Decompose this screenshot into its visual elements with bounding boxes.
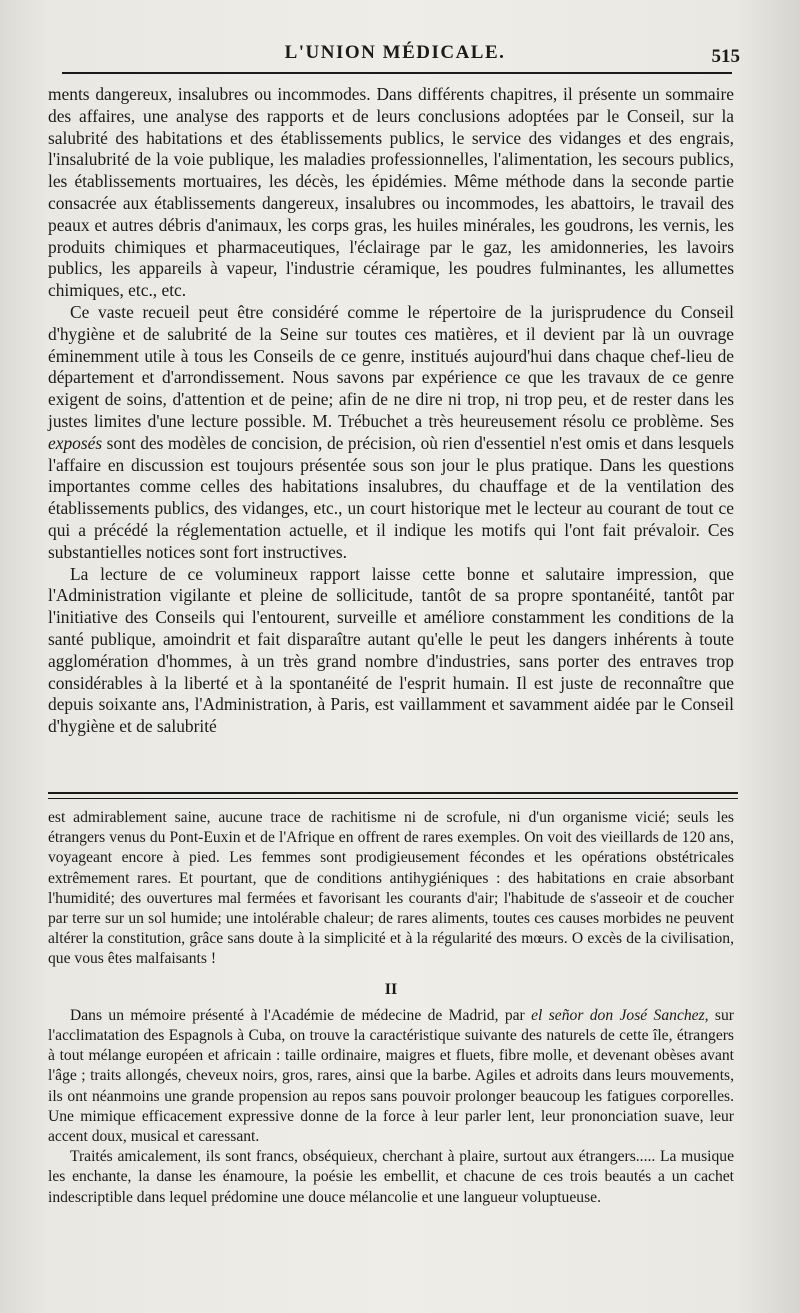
paragraph-lecture: La lecture de ce volumineux rapport laisse cette bonne et salutaire impression, que l'Administration vigilante et pleine de sollicitude, tantôt de sa propre spontanéité, tantôt par l'initiative des Conseils qui l'entourent, surveille et améliore constamment les conditions de la santé publique, amoindrit et fait disparaître autant qu'elle le peut les dangers inhérents à toute agglomération d'hommes, à un très grand nombre d'industries, sans porter des entraves trop considérables à la liberté et à la spontanéité de l'esprit humain. Il est juste de reconnaître que depuis soixante ans, l'Administration, à Paris, est vaillamment et savamment aidée par le Conseil d'hygiène et de salubrité (48, 563, 734, 737)
main-text (48, 84, 734, 738)
section-numeral: II (384, 980, 398, 998)
footnote-continuation: est admirablement saine, aucune trace de rachitisme ni de scrofule, ni d'un organisme vicié; seuls les étrangers venus du Pont-Euxin et de l'Afrique en offrent de rares exemples. On voit des vieillards de 120 ans, voyageant encore à pied. Les femmes sont prodigieusement fécondes et les opérations obstétricales extrêmement rares. Et pourtant, que de conditions antihygiéniques : des habitations en craie absorbant l'humidité; des ouvertures mal fermées et favorisant les courants d'air; l'habitude de s'asseoir et de coucher par terre sur un sol humide; une intolérable chaleur; de rares aliments, toutes ces causes morbides ne peuvent altérer la constitution, grâce sans doute à la simplicité et à la régularité des mœurs. O excès de la civilisation, que vous êtes malfaisants ! (48, 809, 734, 968)
emphasized-name: el señor don José Sanchez, (531, 1006, 709, 1024)
page-header (50, 42, 740, 72)
paragraph-continuation: ments dangereux, insalubres ou incommodes. Dans différents chapitres, il présente un sommaire des affaires, une analyse des rapports et de leurs conclusions adoptées par le Conseil, sur la salubrité des habitations et des établissements publics, le service des vidanges et des engrais, l'insalubrité de la voie publique, les maladies professionnelles, l'alimentation, les secours publics, les établissements mortuaires, les décès, les épidémies. Même méthode dans la seconde partie consacrée aux établissements dangereux, insalubres ou incommodes, les abattoirs, le travail des peaux et autres débris d'animaux, les corps gras, les huiles minérales, les goudrons, les vernis, les produits chimiques et pharmaceutiques, l'éclairage par le gaz, les amidonneries, les lavoirs publics, les appareils à vapeur, l'industrie céramique, les poudres fulminantes, les allumettes chimiques, etc., etc. (48, 84, 734, 301)
running-title: L'UNION MÉDICALE. (284, 42, 506, 63)
footnotes (48, 808, 734, 1208)
paragraph-text: sont des modèles de concision, de précision, où rien d'essentiel n'est omis et dans lesquels l'affaire en discussion est toujours présentée sous son jour le plus pratique. Dans les questions importantes comme celles des habitations insalubres, du chauffage et de la ventilation des établissements publics, des vidanges, etc., un court historique met le lecteur au courant de tout ce qui a précédé la réglementation actuelle, et il indique les motifs qui l'ont fait prévaloir. Ces substantielles notices sont fort instructives. (48, 432, 734, 562)
footnote-text: sur l'acclimatation des Espagnols à Cuba, on trouve la caractéristique suivante des naturels de cette île, étrangers à tout mélange européen et africain : taille ordinaire, maigres et fluets, fibre molle, et devenant obèses avant l'âge ; traits allongés, cheveux noirs, gros, rares, ainsi que la barbe. Agiles et adroits dans leurs mouvements, ils ont néanmoins une grande propension au repos sans pouvoir prolonger beaucoup les fatigues corporelles. Une mimique efficacement expressive donne de la force à leur parler lent, leur prononciation suave, leur accent doux, musical et caressant. (48, 1006, 734, 1146)
header-rule (62, 72, 732, 74)
footnote-separator (48, 792, 738, 799)
footnote-paragraph: Traités amicalement, ils sont francs, obséquieux, cherchant à plaire, surtout aux étrangers..... La musique les enchante, la danse les énamoure, la poésie les embellit, et chacune de ces trois beautés a un cachet indescriptible dans lequel prédomine une douce mélancolie et une langueur voluptueuse. (48, 1148, 734, 1206)
paragraph-recueil (48, 302, 734, 564)
footnote-text: Dans un mémoire présenté à l'Académie de médecine de Madrid, par (70, 1006, 525, 1024)
paragraph-text: Ce vaste recueil peut être considéré comme le répertoire de la jurisprudence du Conseil d'hygiène et de salubrité de la Seine sur toutes ces matières, et il devient par là un ouvrage éminemment utile à tous les Conseils de ce genre, institués aujourd'hui dans chaque chef-lieu de département et d'arrondissement. Nous savons par expérience ce que les travaux de ce genre exigent de soins, d'attention et de peine; afin de ne dire ni trop, ni trop peu, et de rester dans les justes limites d'une lecture possible. M. Trébuchet a très heureusement résolu ce problème. Ses (48, 301, 734, 431)
page-number: 515 (711, 46, 740, 67)
emphasized-word: exposés (48, 432, 103, 453)
footnote-paragraph (48, 1006, 734, 1147)
